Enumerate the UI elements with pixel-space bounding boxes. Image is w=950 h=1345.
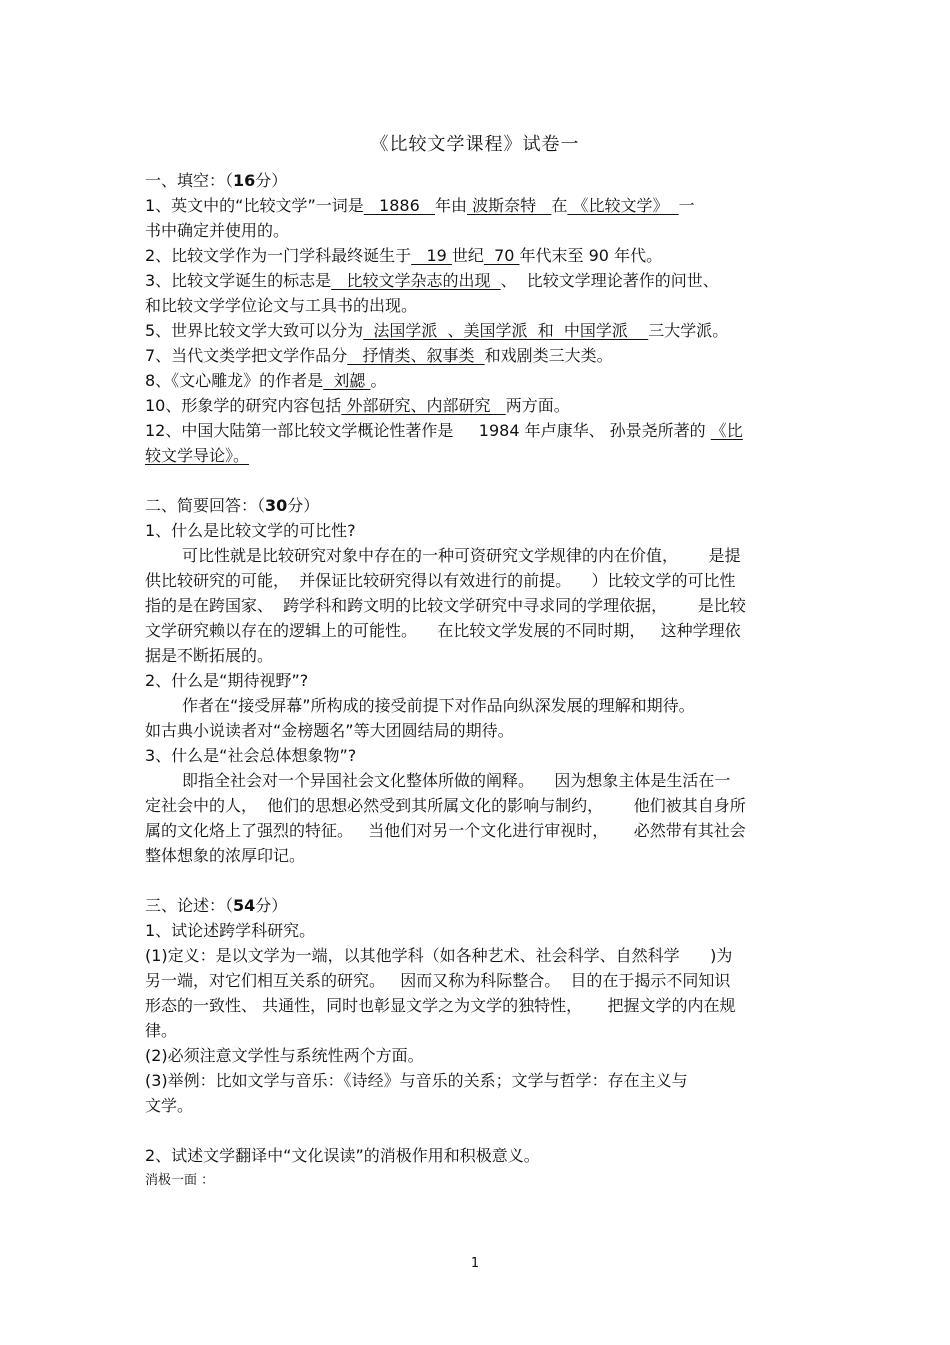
- answer-blank: 比较文学杂志的出现: [331, 271, 501, 290]
- section-1-heading: 一、填空：（16分）: [145, 171, 288, 190]
- answer-line: 据是不断拓展的。: [145, 646, 274, 665]
- essay-q2: 2、试述文学翻译中“文化误读”的消极作用和积极意义。: [145, 1146, 540, 1165]
- fill-q12-line2: [145, 443, 807, 468]
- answer-line: 另一端，对它们相互关系的研究。 因而又称为科际整合。 目的在于揭示不同知识: [145, 971, 731, 990]
- fill-q12-line1: 12、中国大陆第一部比较文学概论性著作是 1984 年卢康华、 孙景尧所著的 《比: [145, 421, 743, 440]
- answer-line: 指的是在跨国家、 跨学科和跨文明的比较文学研究中寻求同的学理依据， 是比较: [145, 596, 746, 615]
- page-number: 1: [470, 1256, 480, 1271]
- essay-q2-subheading: 消极一面 ：: [145, 1173, 215, 1188]
- short-q3: 3、什么是“社会总体想象物”?: [145, 746, 357, 765]
- answer-line: 定社会中的人， 他们的思想必然受到其所属文化的影响与制约， 他们被其自身所: [145, 796, 746, 815]
- answer-line: 律。: [145, 1021, 178, 1040]
- answer-line: 作者在“接受屏幕”所构成的接受前提下对作品向纵深发展的理解和期待。: [182, 696, 695, 715]
- fill-q8: 8、《文心雕龙》的作者是 刘勰 。: [145, 371, 387, 390]
- answer-blank: 波斯奈特: [467, 196, 552, 215]
- section-2-score: 30: [265, 496, 288, 515]
- answer-blank: 70: [483, 246, 520, 265]
- section-1-score: 16: [233, 171, 256, 190]
- answer-line: 形态的一致性、 共通性，同时也彰显文学之为文学的独特性， 把握文学的内在规: [145, 996, 736, 1015]
- section-2-heading: 二、简要回答：（30分）: [145, 496, 320, 515]
- fill-q1-line2: 书中确定并使用的。: [145, 221, 290, 240]
- answer-blank: 1886: [363, 196, 435, 215]
- section-3-score: 54: [233, 896, 256, 915]
- section-3-heading: 三、论述：（54分）: [145, 896, 288, 915]
- answer-blank: 《比: [710, 421, 743, 440]
- answer-blank: 刘勰: [323, 371, 371, 390]
- answer-line: 文学。: [145, 1096, 194, 1115]
- answer-line: 即指全社会对一个异国社会文化整体所做的阐释。 因为想象主体是生活在一: [182, 771, 731, 790]
- answer-line: 整体想象的浓厚印记。: [145, 846, 306, 865]
- answer-line: 可比性就是比较研究对象中存在的一种可资研究文学规律的内在价值， 是提: [182, 546, 741, 565]
- document-title: 《比较文学课程》试卷一: [370, 134, 580, 155]
- fill-q5: 5、世界比较文学大致可以分为 法国学派 、美国学派 和 中国学派 三大学派。: [145, 321, 729, 340]
- fill-q10: 10、形象学的研究内容包括 外部研究、内部研究 两方面。: [145, 396, 570, 415]
- answer-blank: 抒情类、叙事类: [347, 346, 485, 365]
- answer-blank: 外部研究、内部研究: [341, 396, 506, 415]
- fill-q1-line1: 1、英文中的“比较文学”一词是 1886 年由 波斯奈特 在 《比较文学》 一: [145, 196, 695, 215]
- answer-blank: 《比较文学》: [567, 196, 679, 215]
- short-q2: 2、什么是“期待视野”?: [145, 671, 309, 690]
- document-body: [145, 168, 807, 1193]
- answer-line: (1)定义：是以文学为一端，以其他学科（如各种艺术、社会科学、自然科学 )为: [145, 946, 733, 965]
- fill-q3-line1: 3、比较文学诞生的标志是 比较文学杂志的出现 、 比较文学理论著作的问世、: [145, 271, 719, 290]
- short-q1: 1、什么是比较文学的可比性?: [145, 521, 356, 540]
- fill-q2: 2、比较文学作为一门学科最终诞生于 19 世纪 70 年代末至 90 年代。: [145, 246, 663, 265]
- answer-line: (3)举例：比如文学与音乐：《诗经》与音乐的关系；文学与哲学：存在主义与: [145, 1071, 688, 1090]
- answer-line: 文学研究赖以存在的逻辑上的可能性。 在比较文学发展的不同时期， 这种学理依: [145, 621, 741, 640]
- answer-line: 属的文化烙上了强烈的特征。 当他们对另一个文化进行审视时， 必然带有其社会: [145, 821, 746, 840]
- answer-line: 如古典小说读者对“金榜题名”等大团圆结局的期待。: [145, 721, 514, 740]
- answer-blank: 法国学派 、美国学派 和 中国学派: [363, 321, 649, 340]
- answer-blank: 19: [411, 246, 452, 265]
- fill-q7: 7、当代文类学把文学作品分 抒情类、叙事类 和戏剧类三大类。: [145, 346, 613, 365]
- answer-line: 供比较研究的可能， 并保证比较研究得以有效进行的前提。 ）比较文学的可比性: [145, 571, 736, 590]
- answer-blank: 较文学导论》。: [145, 446, 250, 465]
- answer-line: (2)必须注意文学性与系统性两个方面。: [145, 1046, 424, 1065]
- essay-q1: 1、试论述跨学科研究。: [145, 921, 316, 940]
- fill-q3-line2: 和比较文学学位论文与工具书的出现。: [145, 296, 418, 315]
